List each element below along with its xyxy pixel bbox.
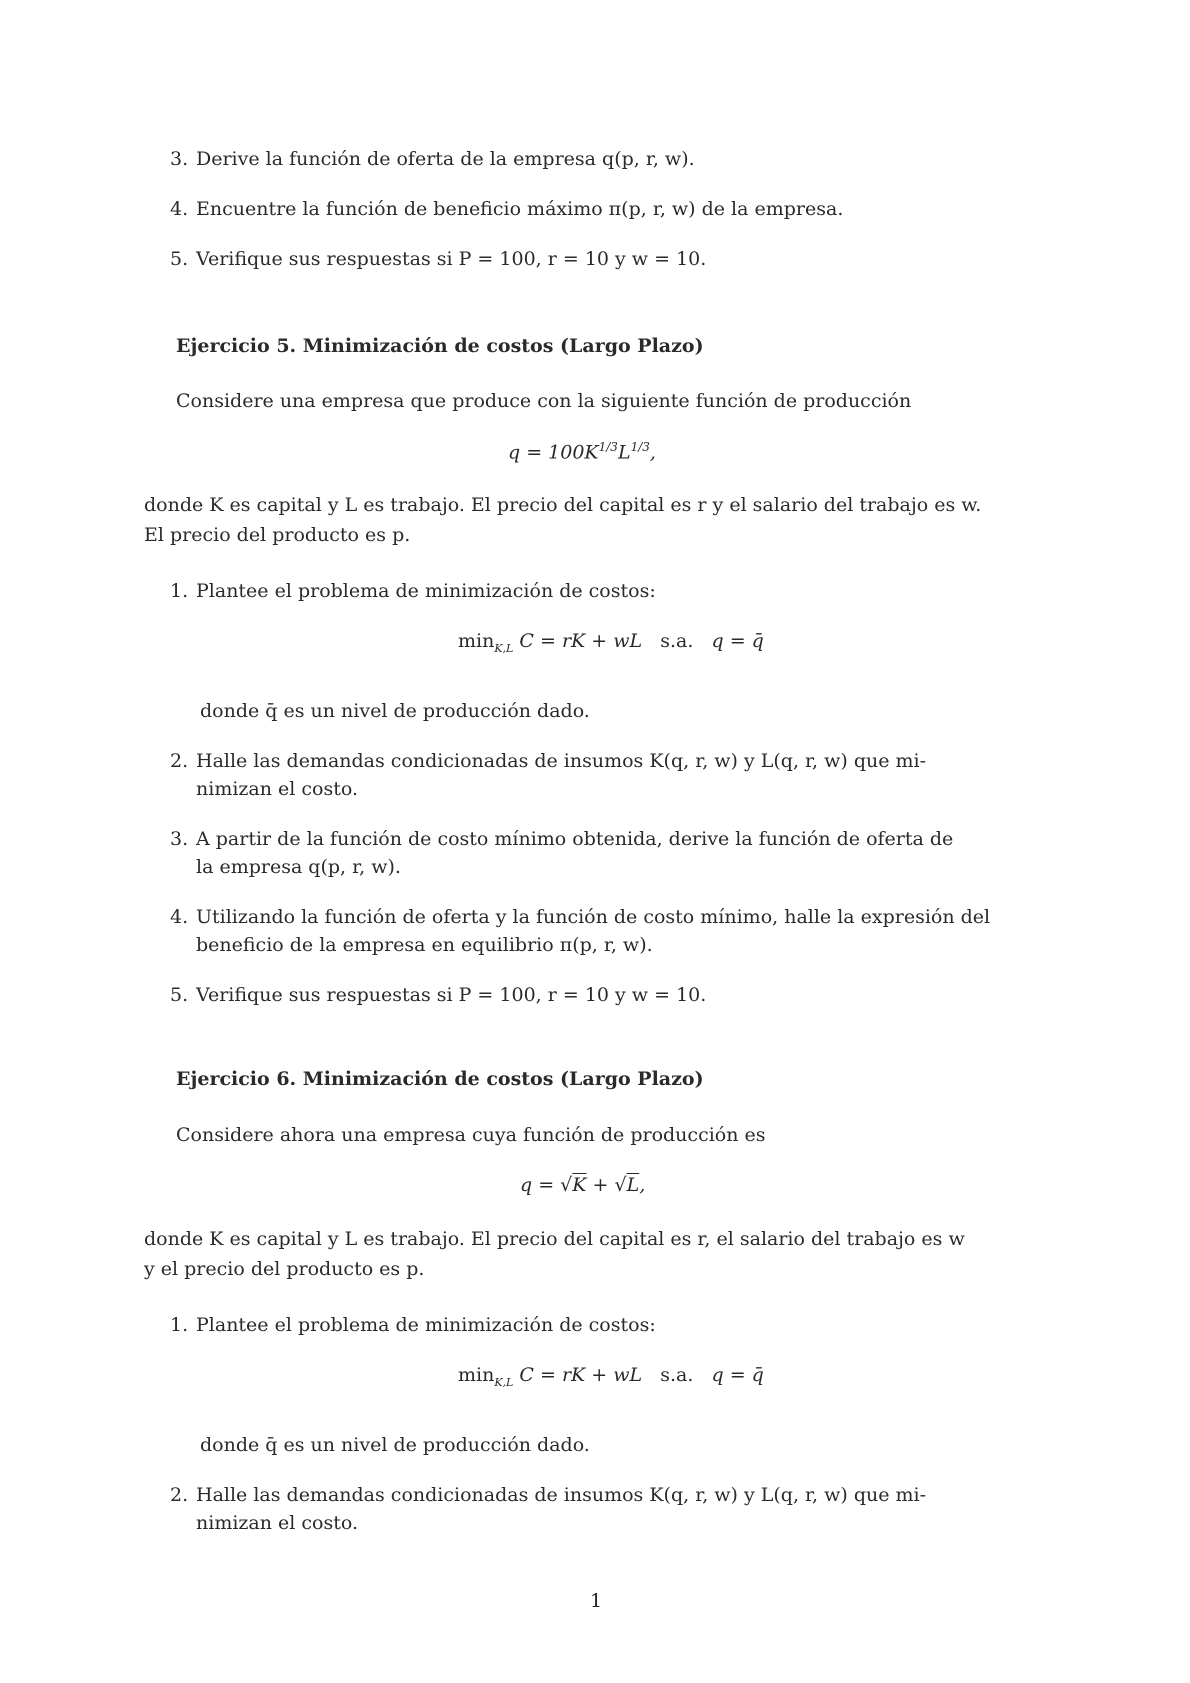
list-item [170,146,695,172]
item-number: 1. [170,1314,189,1336]
item-text: Plantee el problema de minimización de costos: [196,1314,656,1336]
item-text: A partir de la función de costo mínimo obtenida, derive la función de oferta de [196,828,954,850]
exercise-6-intro: Considere ahora una empresa cuya función de producción es [176,1124,766,1146]
exercise-6-desc-line2: y el precio del producto es p. [144,1258,425,1280]
item-number: 3. [170,148,189,170]
item-number: 5. [170,248,189,270]
item-number: 5. [170,984,189,1006]
list-item [170,246,706,272]
list-item [170,904,990,930]
item-text-continued: nimizan el costo. [196,778,358,800]
list-item [170,982,706,1008]
exercise-5-desc-line2: El precio del producto es p. [144,524,411,546]
exercise-6-equation: q = √K + √L, [520,1174,646,1196]
item-text: Utilizando la función de oferta y la función de costo mínimo, halle la expresión del [196,906,991,928]
list-item [170,826,953,852]
item-number: 2. [170,750,189,772]
item-text: Encuentre la función de beneficio máximo π(p, r, w) de la empresa. [196,198,844,220]
item-text: Plantee el problema de minimización de costos: [196,580,656,602]
item-text: Verifique sus respuestas si P = 100, r = 10 y w = 10. [196,248,707,270]
item-text-continued: nimizan el costo. [196,1512,358,1534]
exercise-5-desc-line1: donde K es capital y L es trabajo. El precio del capital es r y el salario del trabajo es w. [144,494,982,516]
exercise-5-where: donde q̄ es un nivel de producción dado. [200,700,590,722]
item-number: 3. [170,828,189,850]
exercise-6-min-problem: $\min_{K,L} C$ = rK + wL s.a. q = q̄ [458,1364,764,1389]
exercise-6-desc-line1: donde K es capital y L es trabajo. El precio del capital es r, el salario del trabajo es w [144,1228,965,1250]
item-text: Verifique sus respuestas si P = 100, r = 10 y w = 10. [196,984,707,1006]
list-item [170,1482,926,1508]
exercise-5-equation: $q = 100K^{1/3}L^{1/3}$, [508,440,656,464]
item-number: 1. [170,580,189,602]
item-text-continued: la empresa q(p, r, w). [196,856,401,878]
exercise-5-intro: Considere una empresa que produce con la siguiente función de producción [176,390,912,412]
item-number: 4. [170,906,189,928]
list-item [170,578,656,604]
item-text: Halle las demandas condicionadas de insumos K(q, r, w) y L(q, r, w) que mi- [196,750,927,772]
list-item [170,748,926,774]
exercise-6-heading: Ejercicio 6. Minimización de costos (Largo Plazo) [176,1068,704,1090]
item-number: 4. [170,198,189,220]
item-text-continued: beneficio de la empresa en equilibrio π(p, r, w). [196,934,653,956]
list-item [170,196,843,222]
exercise-6-where: donde q̄ es un nivel de producción dado. [200,1434,590,1456]
page-number: 1 [590,1590,603,1612]
item-text: Derive la función de oferta de la empresa q(p, r, w). [196,148,695,170]
list-item [170,1312,656,1338]
exercise-5-min-problem: $\min_{K,L} C$ = rK + wL s.a. q = q̄ [458,630,764,655]
item-text: Halle las demandas condicionadas de insumos K(q, r, w) y L(q, r, w) que mi- [196,1484,927,1506]
item-number: 2. [170,1484,189,1506]
exercise-5-heading: Ejercicio 5. Minimización de costos (Largo Plazo) [176,335,704,357]
